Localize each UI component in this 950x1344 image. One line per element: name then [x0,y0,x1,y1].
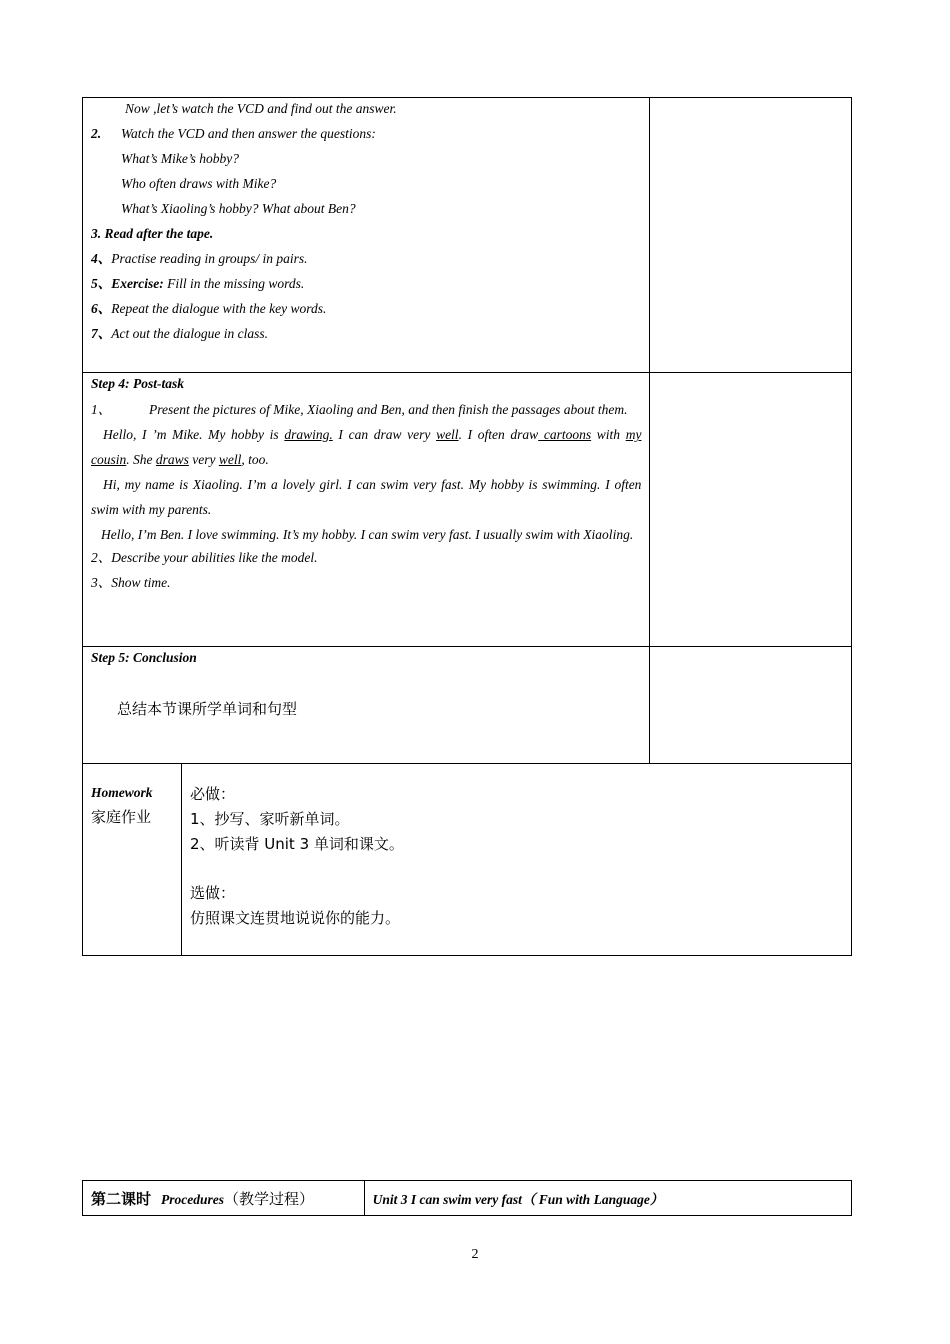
homework-label-cn: 家庭作业 [91,808,152,826]
step5-row [83,647,852,764]
step5-heading: Step 5: Conclusion [91,650,197,665]
lesson2-header-row [83,1181,852,1216]
homework-row [83,764,852,956]
step5-notes [650,647,852,764]
step4-item1: 1、 Present the pictures of Mike, Xiaoling and Ben, and then finish the passages about them. [91,402,628,417]
procedure-table [82,97,852,764]
step3-line: 2. Watch the VCD and then answer the questions: [91,123,641,148]
step3-line: 5、Exercise: Fill in the missing words. [91,276,305,291]
step4-content [83,373,650,647]
step4-item3: 3、Show time. [91,575,171,590]
step3-line: 4、Practise reading in groups/ in pairs. [91,251,308,266]
step3-num: 2. [91,126,102,141]
step4-heading: Step 4: Post-task [91,376,184,391]
lesson2-header-table [82,1180,852,1216]
step3-line: 6、Repeat the dialogue with the key words. [91,301,327,316]
step4-passage-ben: Hello, I’m Ben. I love swimming. It’s my hobby. I can swim very fast. I usually swim with Xiaoling. [101,527,634,542]
step3-notes [650,98,852,373]
step5-summary: 总结本节课所学单词和句型 [117,700,298,718]
step4-passage-mike: Hello, I ’m Mike. My hobby is drawing. I can draw very well. I often draw cartoons with my cousin. She draws very well, too. [91,427,642,467]
step3-line: Now ,let’s watch the VCD and find out the answer. [125,101,397,116]
lesson2-label-paren: （教学过程） [224,1189,315,1208]
step4-passage-xiaoling: Hi, my name is Xiaoling. I’m a lovely girl. I can swim very fast. My hobby is swimming. I often swim with my parents. [91,477,642,517]
step3-line: 3. Read after the tape. [91,226,214,241]
step5-content [83,647,650,764]
step4-item2: 2、Describe your abilities like the model. [91,550,318,565]
homework-optional-title: 选做： [189,884,235,902]
homework-label-cell [83,764,182,956]
step3-content [83,98,650,373]
lesson2-label-cell [83,1181,365,1216]
homework-label-en: Homework [91,785,153,800]
step3-question: What’s Mike’s hobby? [121,151,239,166]
step3-line: 7、Act out the dialogue in class. [91,326,268,341]
step3-question: What’s Xiaoling’s hobby? What about Ben? [121,201,356,216]
step3-row [83,98,852,373]
homework-table [82,763,852,956]
step4-notes [650,373,852,647]
lesson2-title: Unit 3 I can swim very fast（ Fun with Language） [372,1191,664,1207]
lesson2-label-en: Procedures [161,1191,225,1207]
homework-optional-item: 仿照课文连贯地说说你的能力。 [189,909,400,927]
homework-required-title: 必做： [189,785,235,803]
lesson2-title-cell [364,1181,851,1216]
step3-question: Who often draws with Mike? [121,176,277,191]
homework-required-item: 2、听读背 Unit 3 单词和课文。 [189,835,404,853]
step4-row [83,373,852,647]
homework-content [181,764,851,956]
lesson2-label-cn: 第二课时 [91,1189,152,1208]
page-number: 2 [471,1247,479,1262]
homework-required-item: 1、抄写、家听新单词。 [189,810,350,828]
